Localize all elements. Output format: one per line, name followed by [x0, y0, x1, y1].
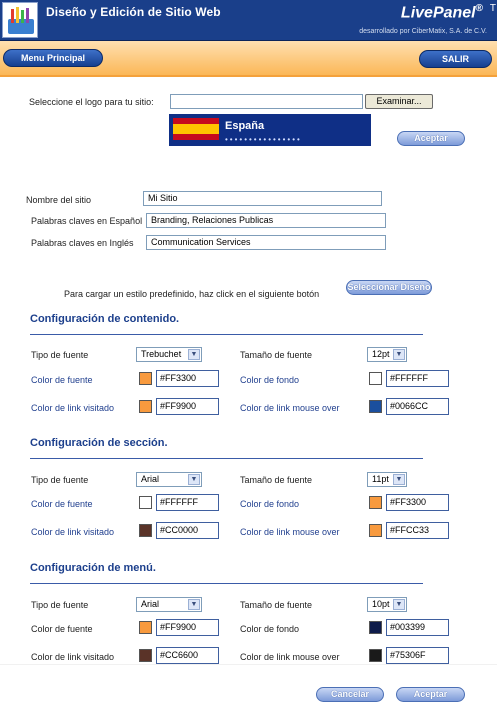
- section-visited-input[interactable]: #CC0000: [156, 522, 219, 539]
- site-name-label: Nombre del sitio: [26, 195, 92, 205]
- content-hover-input[interactable]: #0066CC: [386, 398, 449, 415]
- logo-preview: [169, 114, 371, 146]
- menu-hover-label: Color de link mouse over: [240, 652, 340, 662]
- content-font-color-swatch[interactable]: [139, 372, 152, 385]
- content-hover-swatch[interactable]: [369, 400, 382, 413]
- brand-tail: T: [489, 3, 496, 14]
- section-hover-input[interactable]: #FFCC33: [386, 522, 449, 539]
- site-name-input[interactable]: Mi Sitio: [143, 191, 382, 206]
- content-font-color-input[interactable]: #FF3300: [156, 370, 219, 387]
- menu-font-color-label: Color de fuente: [31, 624, 93, 634]
- content-font-select[interactable]: Trebuchet ▼: [136, 347, 202, 362]
- section-config-title: Configuración de sección.: [30, 437, 168, 449]
- app-title: Diseño y Edición de Sitio Web: [46, 5, 221, 19]
- content-size-select[interactable]: 12pt ▼: [367, 347, 407, 362]
- content-hover-label: Color de link mouse over: [240, 403, 340, 413]
- section-visited-label: Color de link visitado: [31, 527, 115, 537]
- section-font-color-label: Color de fuente: [31, 499, 93, 509]
- menu-font-size-label: Tamaño de fuente: [240, 600, 313, 610]
- section-font-type-label: Tipo de fuente: [31, 475, 89, 485]
- menu-visited-swatch[interactable]: [139, 649, 152, 662]
- keywords-es-label: Palabras claves en Español: [31, 216, 143, 226]
- menu-hover-input[interactable]: #75306F: [386, 647, 449, 664]
- app-header: [0, 0, 497, 41]
- content-divider: [30, 334, 423, 335]
- menu-bg-color-label: Color de fondo: [240, 624, 300, 634]
- menu-font-select[interactable]: Arial ▼: [136, 597, 202, 612]
- section-divider: [30, 458, 423, 459]
- brand-logo: LivePanel®: [400, 3, 483, 22]
- section-font-color-input[interactable]: #FFFFFF: [156, 494, 219, 511]
- chevron-down-icon: ▼: [188, 599, 200, 610]
- content-config-title: Configuración de contenido.: [30, 313, 180, 325]
- menu-hover-swatch[interactable]: [369, 649, 382, 662]
- content-font-size-label: Tamaño de fuente: [240, 350, 313, 360]
- menu-size-select[interactable]: 10pt ▼: [367, 597, 407, 612]
- nav-bar: [0, 41, 497, 77]
- section-bg-color-swatch[interactable]: [369, 496, 382, 509]
- spain-flag-icon: [173, 118, 219, 140]
- menu-visited-label: Color de link visitado: [31, 652, 115, 662]
- menu-config-title: Configuración de menú.: [30, 562, 156, 574]
- logo-preview-name: España: [225, 120, 265, 132]
- menu-visited-input[interactable]: #CC6600: [156, 647, 219, 664]
- design-hint: Para cargar un estilo predefinido, haz click en el siguiente botón: [64, 289, 320, 299]
- menu-divider: [30, 583, 423, 584]
- content-bg-color-label: Color de fondo: [240, 375, 300, 385]
- keywords-en-label: Palabras claves en Inglés: [31, 238, 134, 248]
- section-font-size-label: Tamaño de fuente: [240, 475, 313, 485]
- section-hover-label: Color de link mouse over: [240, 527, 340, 537]
- content-font-type-label: Tipo de fuente: [31, 350, 89, 360]
- logo-file-input[interactable]: [170, 94, 363, 109]
- content-visited-swatch[interactable]: [139, 400, 152, 413]
- content-font-color-label: Color de fuente: [31, 375, 93, 385]
- browse-button[interactable]: Examinar...: [365, 94, 433, 109]
- section-bg-color-label: Color de fondo: [240, 499, 300, 509]
- app-logo-icon: [2, 2, 38, 38]
- chevron-down-icon: ▼: [393, 599, 405, 610]
- content-visited-input[interactable]: #FF9900: [156, 398, 219, 415]
- cancel-button[interactable]: Cancelar: [316, 687, 384, 702]
- exit-button[interactable]: SALIR: [419, 50, 492, 68]
- menu-font-color-swatch[interactable]: [139, 621, 152, 634]
- developer-credit: desarrollado por CiberMatix, S.A. de C.V.: [359, 28, 487, 35]
- section-size-select[interactable]: 11pt ▼: [367, 472, 407, 487]
- content-visited-label: Color de link visitado: [31, 403, 115, 413]
- select-design-button[interactable]: Seleccionar Diseño: [346, 280, 432, 295]
- chevron-down-icon: ▼: [188, 349, 200, 360]
- section-font-color-swatch[interactable]: [139, 496, 152, 509]
- section-font-select[interactable]: Arial ▼: [136, 472, 202, 487]
- section-hover-swatch[interactable]: [369, 524, 382, 537]
- main-menu-button[interactable]: Menu Principal: [3, 49, 103, 67]
- menu-font-type-label: Tipo de fuente: [31, 600, 89, 610]
- accept-button[interactable]: Aceptar: [396, 687, 465, 702]
- keywords-en-input[interactable]: Communication Services: [146, 235, 386, 250]
- logo-accept-button[interactable]: Aceptar: [397, 131, 465, 146]
- content-bg-color-swatch[interactable]: [369, 372, 382, 385]
- content-bg-color-input[interactable]: #FFFFFF: [386, 370, 449, 387]
- keywords-es-input[interactable]: Branding, Relaciones Publicas: [146, 213, 386, 228]
- menu-bg-color-input[interactable]: #003399: [386, 619, 449, 636]
- logo-label: Seleccione el logo para tu sitio:: [29, 97, 154, 107]
- chevron-down-icon: ▼: [188, 474, 200, 485]
- footer-divider: [0, 664, 497, 665]
- menu-bg-color-swatch[interactable]: [369, 621, 382, 634]
- menu-font-color-input[interactable]: #FF9900: [156, 619, 219, 636]
- chevron-down-icon: ▼: [393, 474, 405, 485]
- logo-preview-dots: ••••••••••••••••: [225, 135, 302, 144]
- chevron-down-icon: ▼: [393, 349, 405, 360]
- section-bg-color-input[interactable]: #FF3300: [386, 494, 449, 511]
- section-visited-swatch[interactable]: [139, 524, 152, 537]
